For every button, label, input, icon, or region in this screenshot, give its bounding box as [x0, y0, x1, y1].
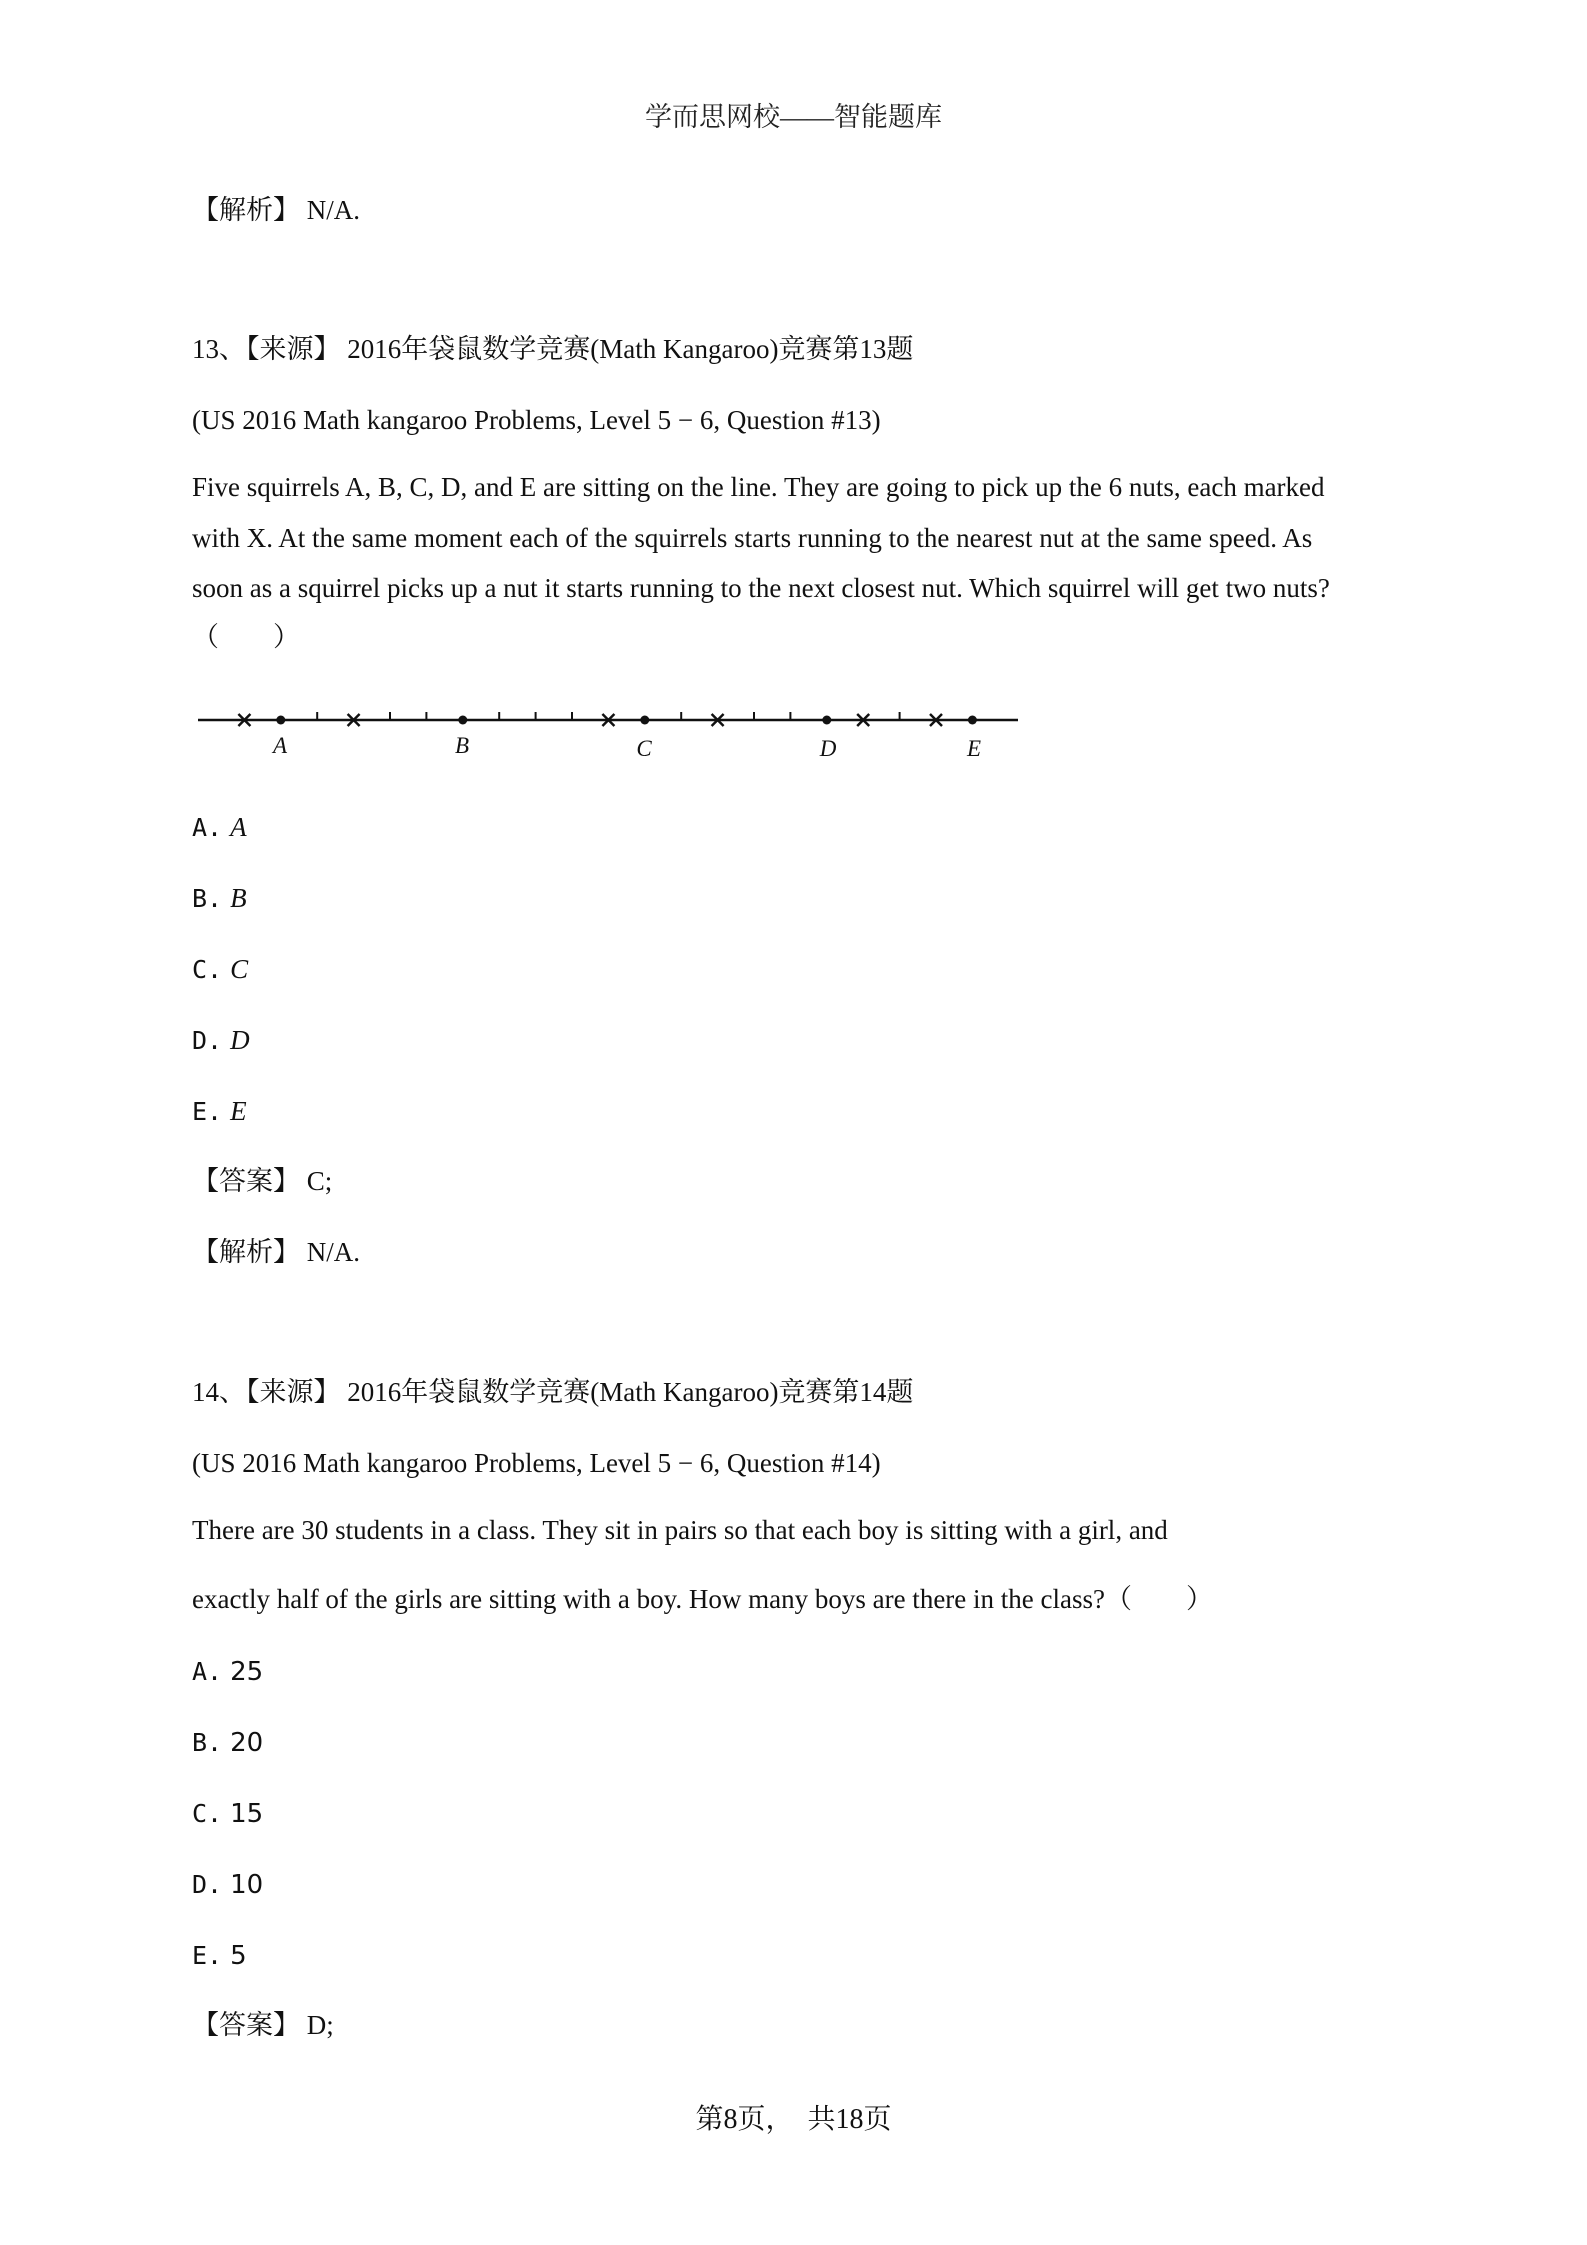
q14-subtitle: (US 2016 Math kangaroo Problems, Level 5 − 6, Question #14)	[192, 1448, 881, 1478]
q14-option-c[interactable]	[192, 1798, 263, 1829]
q14-answer: 【答案】 D;	[192, 2010, 334, 2040]
q13-option-b[interactable]	[192, 883, 247, 914]
q14-body-line-1: There are 30 students in a class. They sit in pairs so that each boy is sitting with a girl, and	[192, 1515, 1168, 1545]
q13-body-line-2: with X. At the same moment each of the squirrels starts running to the nearest nut at the same speed. As	[192, 523, 1313, 553]
q13-option-d[interactable]	[192, 1025, 250, 1056]
option-letter: A.	[192, 813, 223, 842]
option-value: 15	[230, 1799, 264, 1829]
q13-body-line-1: Five squirrels A, B, C, D, and E are sitting on the line. They are going to pick up the 6 nuts, each marked	[192, 472, 1325, 502]
q13-source: 13、【来源】 2016年袋鼠数学竞赛(Math Kangaroo)竞赛第13题	[192, 334, 914, 364]
squirrel-label-a: A	[272, 733, 288, 758]
squirrel-label-e: E	[966, 736, 982, 761]
option-letter: D.	[192, 1870, 223, 1899]
option-value: E	[230, 1096, 247, 1126]
squirrel-label-b: B	[454, 733, 470, 758]
squirrel-dot	[640, 716, 649, 725]
q14-source: 14、【来源】 2016年袋鼠数学竞赛(Math Kangaroo)竞赛第14题	[192, 1377, 914, 1407]
option-letter: D.	[192, 1026, 223, 1055]
option-letter: E.	[192, 1941, 223, 1970]
page-footer: 第8页， 共18页	[695, 2104, 892, 2135]
option-value: 20	[230, 1728, 264, 1758]
page-header: 学而思网校——智能题库	[645, 102, 942, 132]
q13-option-c[interactable]	[192, 954, 248, 985]
option-value: 25	[230, 1657, 264, 1687]
squirrel-label-d: D	[819, 736, 837, 761]
squirrel-dot	[968, 716, 977, 725]
q13-body-line-3: soon as a squirrel picks up a nut it starts running to the next closest nut. Which squirrel will get two nuts?	[192, 573, 1330, 603]
squirrel-dot	[458, 716, 467, 725]
q13-answer: 【答案】 C;	[192, 1166, 333, 1196]
number-line-figure	[190, 698, 1030, 768]
q14-option-d[interactable]	[192, 1869, 263, 1900]
option-value: B	[230, 883, 247, 913]
option-value: C	[230, 954, 249, 984]
q14-option-b[interactable]	[192, 1727, 263, 1758]
squirrel-dot	[822, 716, 831, 725]
option-value: 5	[230, 1941, 247, 1971]
option-value: D	[230, 1025, 250, 1055]
option-letter: C.	[192, 1799, 223, 1828]
q13-analysis: 【解析】 N/A.	[192, 1237, 360, 1267]
option-letter: B.	[192, 1728, 223, 1757]
q13-subtitle: (US 2016 Math kangaroo Problems, Level 5 − 6, Question #13)	[192, 405, 881, 435]
q13-option-e[interactable]	[192, 1096, 247, 1127]
option-value: 10	[230, 1870, 264, 1900]
option-letter: E.	[192, 1097, 223, 1126]
option-letter: C.	[192, 955, 223, 984]
option-value: A	[230, 812, 247, 842]
q14-body-line-2: exactly half of the girls are sitting with a boy. How many boys are there in the class?（ ）	[192, 1584, 1213, 1614]
prev-analysis: 【解析】 N/A.	[192, 195, 360, 225]
squirrel-label-c: C	[636, 736, 652, 761]
q14-option-a[interactable]	[192, 1656, 263, 1687]
option-letter: B.	[192, 884, 223, 913]
squirrel-dot	[276, 716, 285, 725]
option-letter: A.	[192, 1657, 223, 1686]
q14-option-e[interactable]	[192, 1940, 247, 1971]
q13-body-line-4: （ ）	[192, 622, 300, 652]
q13-option-a[interactable]	[192, 812, 247, 843]
